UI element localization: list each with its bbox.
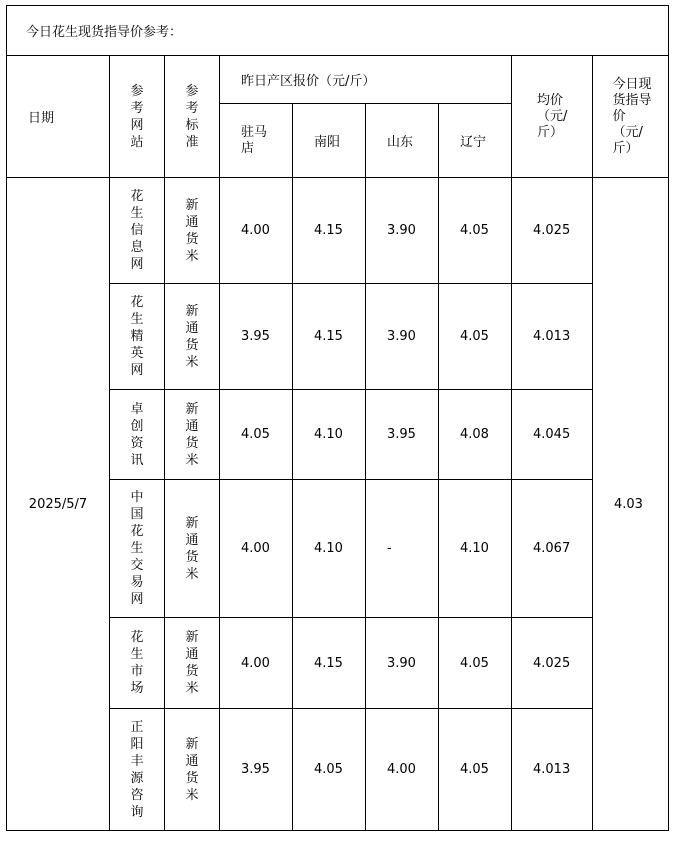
site-cell: 中国花生交易网	[110, 480, 165, 618]
price-cell: 3.90	[366, 618, 439, 709]
price-cell: 4.05	[220, 390, 293, 480]
header-region-zhumadian: 驻马店	[220, 104, 293, 178]
site-cell: 花生信息网	[110, 178, 165, 284]
price-cell: 3.90	[366, 178, 439, 284]
avg-cell: 4.045	[512, 390, 593, 480]
price-cell: 3.95	[220, 284, 293, 390]
price-cell: 4.10	[439, 480, 512, 618]
date-cell: 2025/5/7	[7, 178, 110, 831]
price-cell: 4.05	[439, 709, 512, 831]
peanut-price-table	[6, 5, 669, 831]
avg-cell: 4.013	[512, 709, 593, 831]
standard-cell: 新通货米	[165, 618, 220, 709]
table-title: 今日花生现货指导价参考：	[7, 6, 669, 56]
price-cell: 4.10	[293, 480, 366, 618]
site-cell: 花生市场	[110, 618, 165, 709]
standard-cell: 新通货米	[165, 480, 220, 618]
header-region-nanyang: 南阳	[293, 104, 366, 178]
price-cell: 4.00	[220, 618, 293, 709]
price-cell: 3.90	[366, 284, 439, 390]
avg-cell: 4.013	[512, 284, 593, 390]
site-cell: 正阳丰源咨询	[110, 709, 165, 831]
price-cell: 3.95	[366, 390, 439, 480]
price-cell: 4.05	[439, 284, 512, 390]
price-cell: 4.05	[293, 709, 366, 831]
price-cell: 4.08	[439, 390, 512, 480]
price-cell: 4.00	[366, 709, 439, 831]
header-standard: 参考标准	[165, 56, 220, 178]
price-cell: 4.05	[439, 618, 512, 709]
site-cell: 花生精英网	[110, 284, 165, 390]
price-cell: 4.05	[439, 178, 512, 284]
price-cell: 4.15	[293, 618, 366, 709]
avg-cell: 4.025	[512, 618, 593, 709]
header-region-group: 昨日产区报价（元/斤）	[220, 56, 512, 104]
table-row	[7, 178, 669, 284]
header-site: 参考网站	[110, 56, 165, 178]
standard-cell: 新通货米	[165, 284, 220, 390]
price-cell: 3.95	[220, 709, 293, 831]
price-cell: 4.00	[220, 178, 293, 284]
standard-cell: 新通货米	[165, 178, 220, 284]
price-cell: 4.00	[220, 480, 293, 618]
header-date: 日期	[7, 56, 110, 178]
price-cell: 4.15	[293, 284, 366, 390]
header-region-shandong: 山东	[366, 104, 439, 178]
avg-cell: 4.067	[512, 480, 593, 618]
header-region-liaoning: 辽宁	[439, 104, 512, 178]
price-cell: 4.10	[293, 390, 366, 480]
header-guide: 今日现货指导价（元/斤）	[593, 56, 669, 178]
avg-cell: 4.025	[512, 178, 593, 284]
price-cell: -	[366, 480, 439, 618]
header-avg: 均价（元/斤）	[512, 56, 593, 178]
standard-cell: 新通货米	[165, 390, 220, 480]
price-cell: 4.15	[293, 178, 366, 284]
site-cell: 卓创资讯	[110, 390, 165, 480]
standard-cell: 新通货米	[165, 709, 220, 831]
guide-price-cell: 4.03	[593, 178, 669, 831]
